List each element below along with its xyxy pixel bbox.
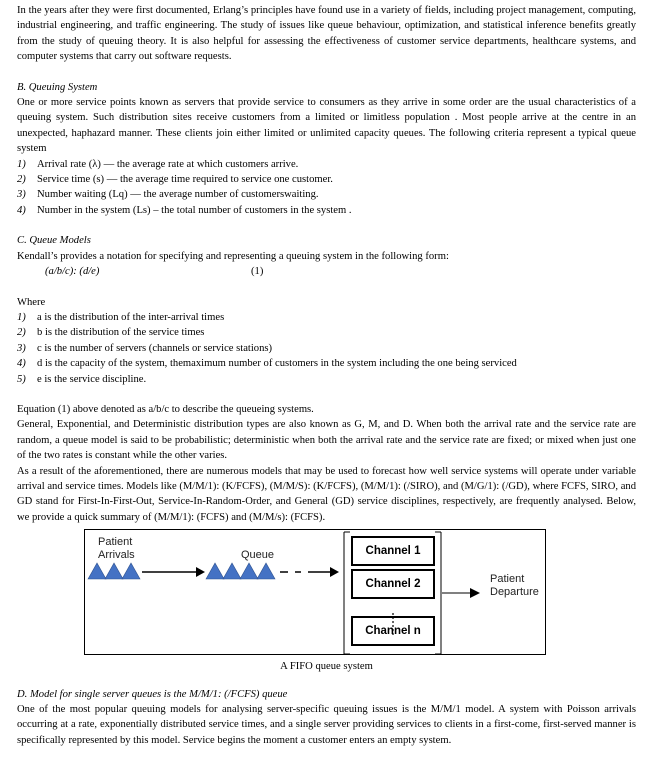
- channel-2-box: Channel 2: [351, 569, 435, 599]
- formula-text: (a/b/c): (d/e): [45, 266, 100, 278]
- queue-triangle-icon: [240, 563, 258, 579]
- queue-triangle-icon: [206, 563, 224, 579]
- section-c-heading: C. Queue Models: [17, 235, 91, 247]
- list-item: 4) Number in the system (Ls) – the total number of customers in the system .: [17, 204, 352, 216]
- spacer: [17, 65, 636, 80]
- spacer: [17, 218, 636, 233]
- document-page-continued: [0, 659, 656, 748]
- arrow-right-icon: [470, 588, 480, 598]
- arrival-triangle-icon: [105, 563, 123, 579]
- kendall-list: [17, 310, 636, 387]
- list-item: 2) b is the distribution of the service times: [17, 327, 205, 339]
- queue-triangle-icon: [223, 563, 241, 579]
- list-item: 4) d is the capacity of the system, themaximum number of customers in the system including the one being serviced: [17, 358, 517, 370]
- where-label: Where: [17, 296, 46, 308]
- channel-1-box: Channel 1: [351, 536, 435, 566]
- section-b-paragraph: One or more service points known as servers that provide service to consumers as they arrive in some order are the usual characteristics of a queuing system. Such distribution sites receive customers from a limited or limitless population . Most people arrive at the centre in an unexpected, haphazard manner. These clients join either limited or unlimited capacity queues. The following criteria represent a typical queue system: [17, 97, 636, 155]
- figure-caption: A FIFO queue system: [280, 661, 373, 673]
- list-item: 2) Service time (s) — the average time required to service one customer.: [17, 174, 333, 186]
- figure-graphics: [0, 529, 656, 659]
- list-item: 1) a is the distribution of the inter-arrival times: [17, 311, 225, 323]
- departure-label: Patient Departure: [490, 573, 539, 599]
- criteria-list: [17, 157, 636, 219]
- arrivals-label: Patient Arrivals: [98, 536, 135, 562]
- fifo-figure: [0, 529, 656, 659]
- arrow-right-icon: [330, 567, 339, 577]
- kendall-formula: [17, 264, 636, 279]
- section-d-heading: D. Model for single server queues is the M/M/1: (/FCFS) queue: [17, 688, 288, 700]
- equation-paragraph: Equation (1) above denoted as a/b/c to describe the queueing systems.: [17, 403, 314, 415]
- models-paragraph: As a result of the aforementioned, there are numerous models that may be used to forecast how well service systems will operate under variable arrival and service times. Models like (M/M/1): (K/FCFS), (M/M/S): (K/FCFS), (M/M/1): (/SIRO), and (M/G/1): (/GD), where FCFS, SIRO, and GD stand for First-In-First-Out, Service-In-Random-Order, and General (GD) service disciplines, respectively, are frequently analysed. Below, we provide a quick summary of (M/M/1): (FCFS) and (M/M/s): (FCFS).: [17, 465, 636, 523]
- section-c-paragraph: Kendall’s provides a notation for specifying and representing a queuing system in the following form:: [17, 250, 449, 262]
- arrival-triangle-icon: [88, 563, 106, 579]
- spacer: [17, 280, 636, 295]
- list-item: 1) Arrival rate (λ) — the average rate at which customers arrive.: [17, 158, 299, 170]
- formula-number: (1): [251, 266, 264, 278]
- queue-label: Queue: [241, 549, 275, 562]
- section-d-paragraph: One of the most popular queuing models for analysing server-specific queuing issues is the M/M/1 model. A system with Poisson arrivals occurring at a rate, exponentially distributed service times, and a single server providing services to clients in a first-come, first-served manner is specifically represented by this model. Service begins the moment a customer enters an empty system.: [17, 704, 636, 746]
- list-item: 3) Number waiting (Lq) — the average number of customerswaiting.: [17, 189, 319, 201]
- spacer: [17, 387, 636, 402]
- arrival-triangle-icon: [122, 563, 140, 579]
- spacer: [17, 675, 636, 687]
- distribution-paragraph: General, Exponential, and Deterministic distribution types are also known as G, M, and D. When both the arrival rate and the service rate are random, a queue model is said to be probabilistic; deterministic when both the arrival rate and the service rate are fixed; or mixed when just one of the two rates is constant while the other varies.: [17, 419, 636, 462]
- list-item: 3) c is the number of servers (channels or service stations): [17, 342, 273, 354]
- channel-n-box: Channel n: [351, 616, 435, 646]
- queue-triangle-icon: [257, 563, 275, 579]
- intro-paragraph: In the years after they were first documented, Erlang’s principles have found use in a variety of fields, including project management, computing, industrial engineering, and traffic engineering. The study of issues like queue behaviour, optimization, and statistical inference benefits greatly from the study of queuing theory. It is also helpful for assessing the effectiveness of customer service departments, healthcare systems, and computer systems that carry out software requests.: [17, 5, 636, 63]
- section-b-heading: B. Queuing System: [17, 81, 98, 93]
- list-item: 5) e is the service discipline.: [17, 373, 147, 385]
- arrow-right-icon: [196, 567, 205, 577]
